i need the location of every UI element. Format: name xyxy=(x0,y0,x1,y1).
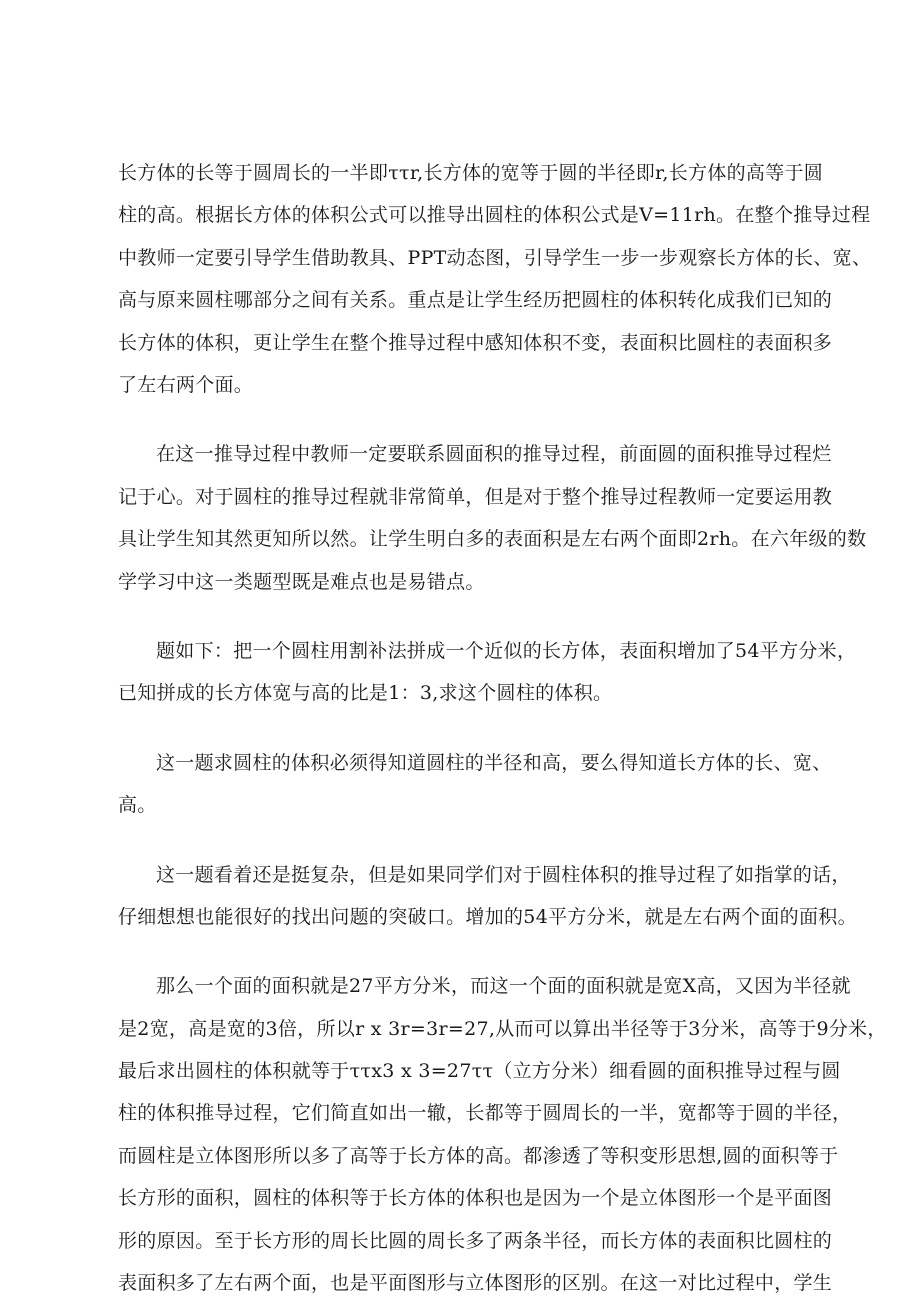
text-line: 了左右两个面。 xyxy=(118,374,254,396)
text-line: 仔细想想也能很好的找出问题的突破口。增加的54平方分米，就是左右两个面的面积。 xyxy=(118,905,857,928)
text-line: 那么一个面的面积就是27平方分米，而这一个面的面积就是宽X高，又因为半径就 xyxy=(156,975,851,998)
text-line: 长方体的长等于圆周长的一半即ττr,长方体的宽等于圆的半径即r,长方体的高等于圆 xyxy=(118,162,824,184)
text-line: 题如下：把一个圆柱用割补法拼成一个近似的长方体，表面积增加了54平方分米， xyxy=(156,639,857,662)
text-line: 长方形的面积，圆柱的体积等于长方体的体积也是因为一个是立体图形一个是平面图 xyxy=(118,1187,833,1210)
text-line: 已知拼成的长方体宽与高的比是1：3,求这个圆柱的体积。 xyxy=(118,682,613,705)
text-line: 高。 xyxy=(118,794,157,817)
text-line: 表面积多了左右两个面，也是平面图形与立体图形的区别。在这一对比过程中，学生 xyxy=(118,1272,833,1294)
text-line: 这一题看着还是挺复杂，但是如果同学们对于圆柱体积的推导过程了如指掌的话， xyxy=(156,863,851,886)
text-line: 中教师一定要引导学生借助教具、PPT动态图，引导学生一步一步观察长方体的长、宽、 xyxy=(118,246,872,269)
text-line: 长方体的体积，更让学生在整个推导过程中感知体积不变，表面积比圆柱的表面积多 xyxy=(118,331,833,354)
text-line: 是2宽，高是宽的3倍，所以r x 3r=3r=27,从而可以算出半径等于3分米，高等于9分米， xyxy=(118,1017,887,1040)
text-line: 形的原因。至于长方形的周长比圆的周长多了两条半径，而长方体的表面积比圆柱的 xyxy=(118,1229,833,1252)
text-line: 学学习中这一类题型既是难点也是易错点。 xyxy=(118,570,485,593)
text-line: 柱的高。根据长方体的体积公式可以推导出圆柱的体积公式是V=11rh。在整个推导过程 xyxy=(118,204,871,227)
text-line: 这一题求圆柱的体积必须得知道圆柱的半径和高，要么得知道长方体的长、宽、 xyxy=(156,751,832,774)
text-line: 柱的体积推导过程，它们简直如出一辙，长都等于圆周长的一半，宽都等于圆的半径， xyxy=(118,1102,852,1125)
text-line: 记于心。对于圆柱的推导过程就非常简单，但是对于整个推导过程教师一定要运用教 xyxy=(118,485,833,508)
text-line: 而圆柱是立体图形所以多了高等于长方体的高。都渗透了等积变形思想,圆的面积等于 xyxy=(118,1144,839,1167)
text-line: 具让学生知其然更知所以然。让学生明白多的表面积是左右两个面即2rh。在六年级的数 xyxy=(118,528,867,551)
text-line: 高与原来圆柱哪部分之间有关系。重点是让学生经历把圆柱的体积转化成我们已知的 xyxy=(118,289,833,312)
text-line: 最后求出圆柱的体积就等于ττx3 x 3=27ττ（立方分米）细看圆的面积推导过程与圆 xyxy=(118,1060,841,1082)
text-line: 在这一推导过程中教师一定要联系圆面积的推导过程，前面圆的面积推导过程烂 xyxy=(156,443,832,466)
